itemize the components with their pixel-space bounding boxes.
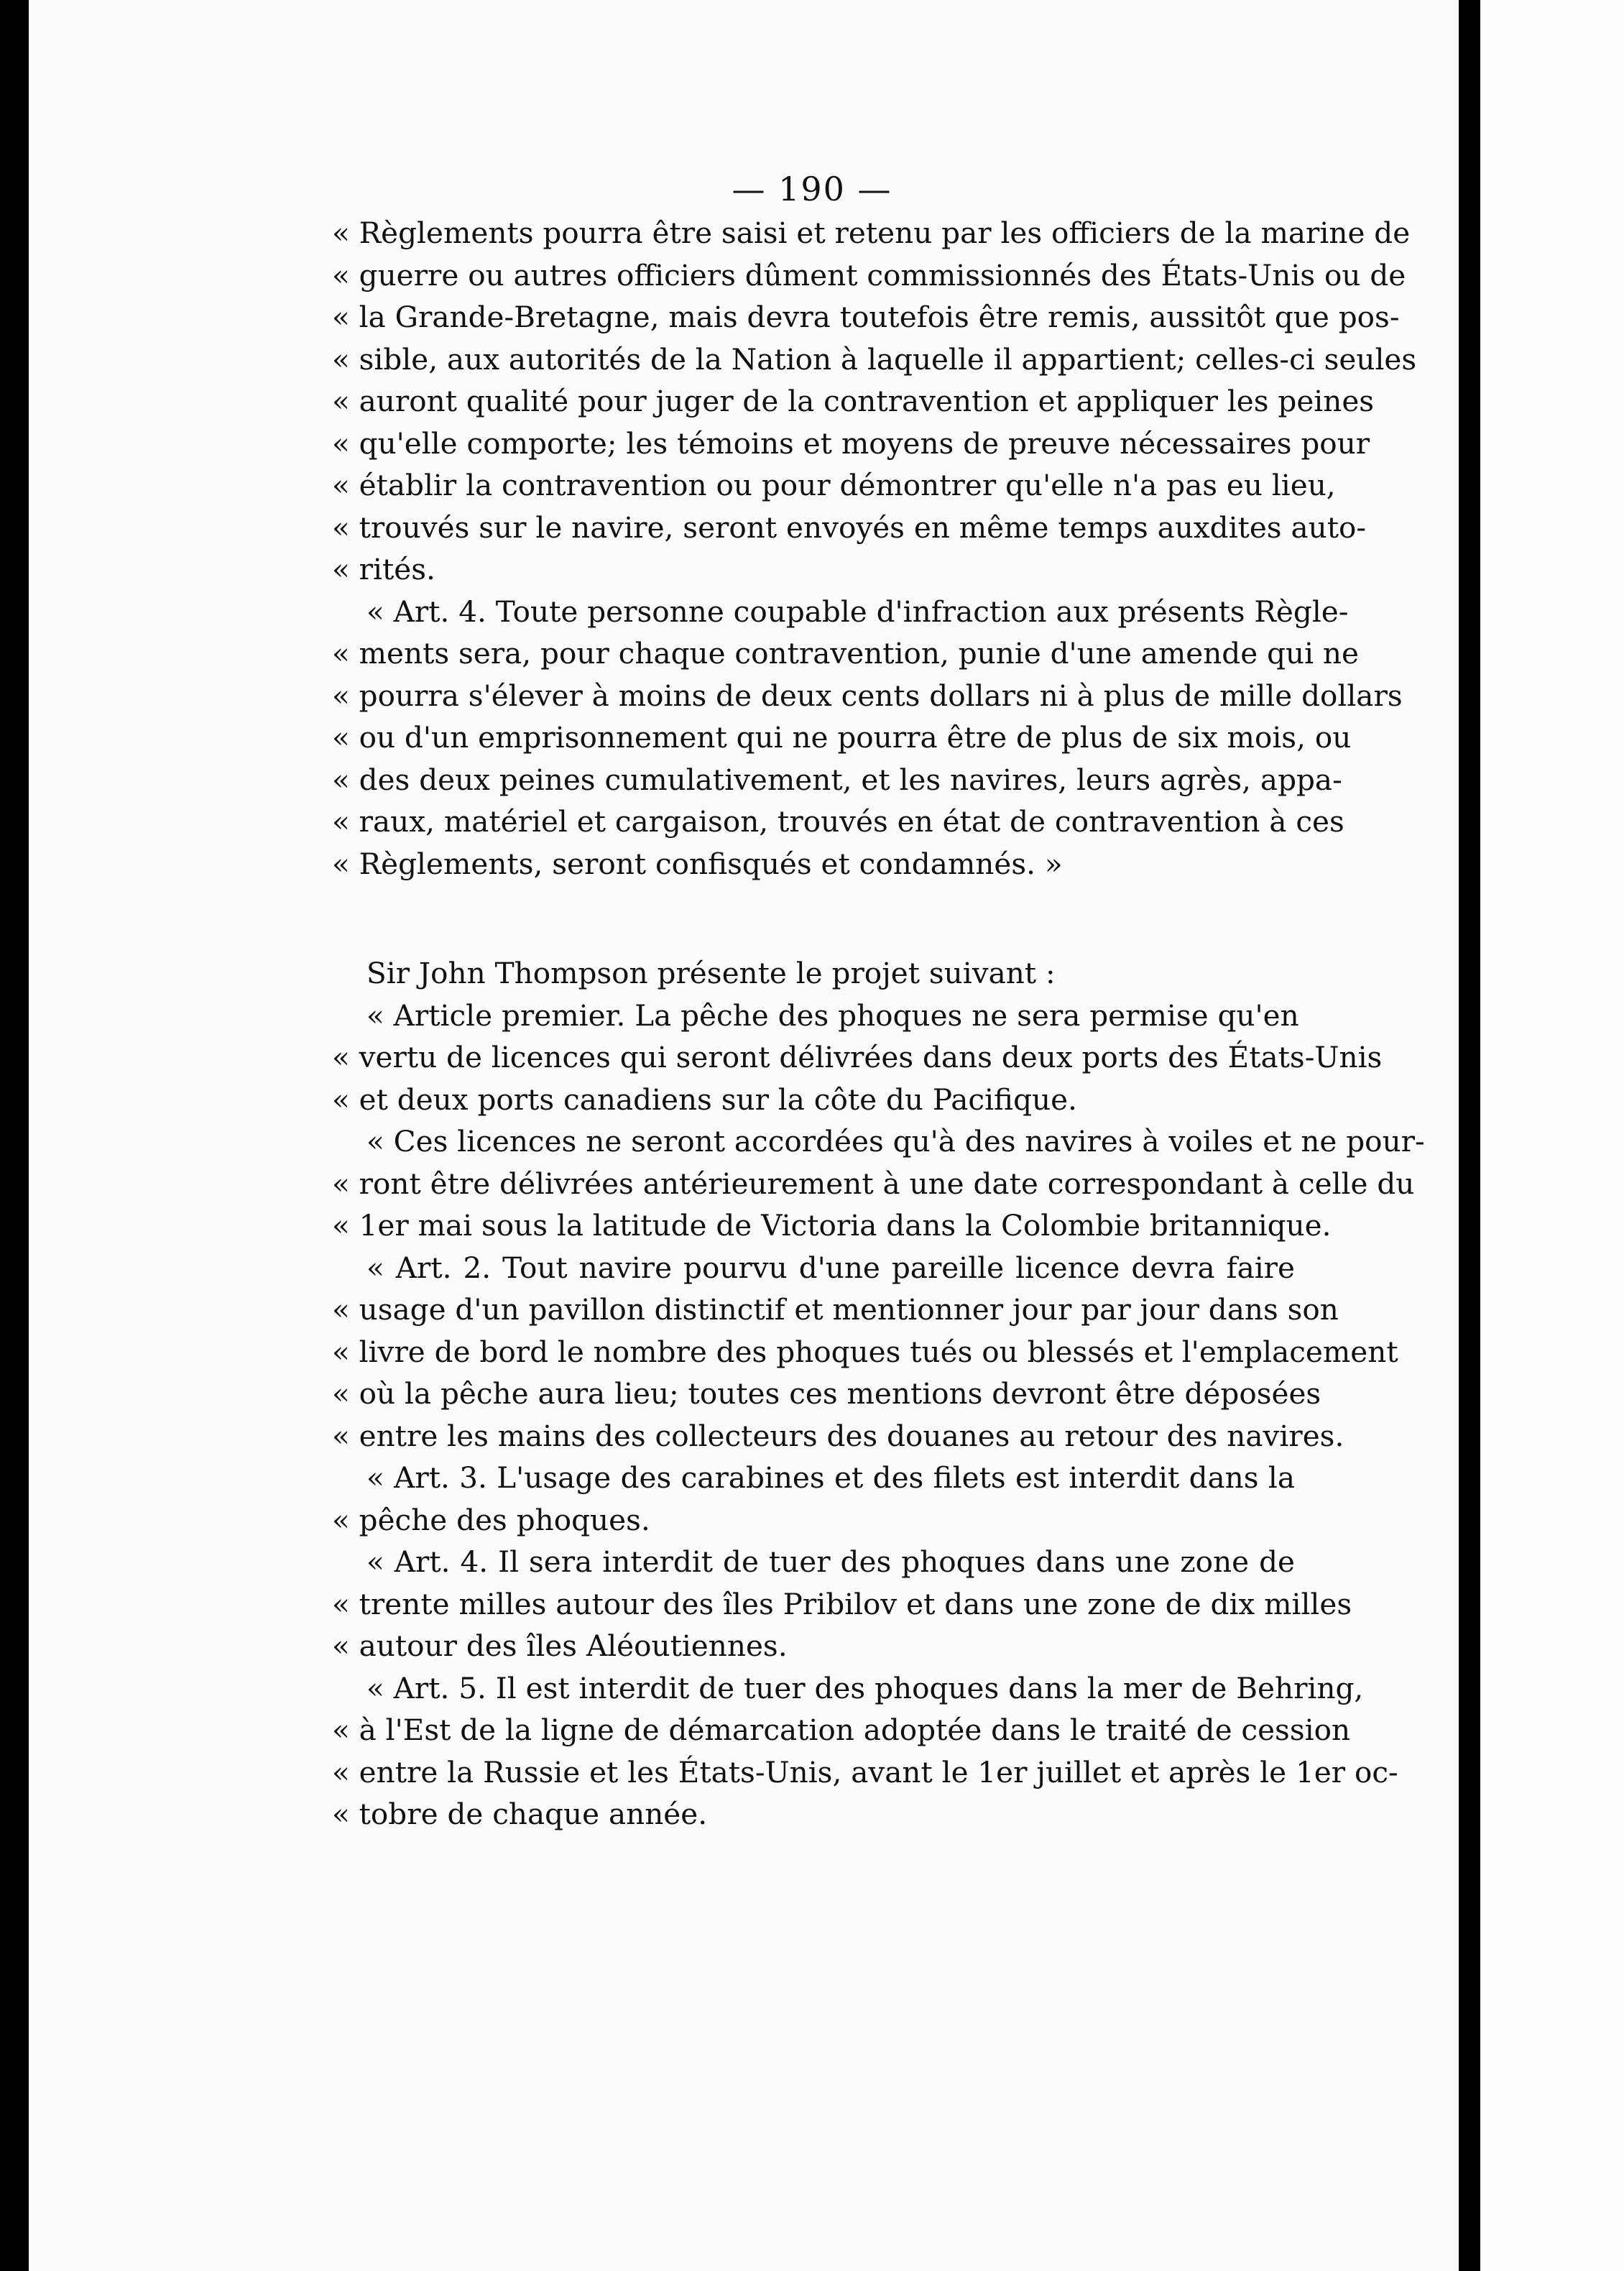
facing-page-edge [1480,0,1624,2271]
text-line: « Règlements, seront confisqués et condamnés. » [332,846,1063,881]
text-line: « Ces licences ne seront accordées qu'à des navires à voiles et ne pour- [366,1124,1425,1158]
text-line: « autour des îles Aléoutiennes. [332,1629,788,1663]
text-line: « qu'elle comporte; les témoins et moyens de preuve nécessaires pour [332,425,1370,461]
section-spacer [332,885,1295,952]
text-line: « trouvés sur le navire, seront envoyés en même temps auxdites auto- [332,510,1367,545]
text-line: « sible, aux autorités de la Nation à laquelle il appartient; celles-ci seules [332,341,1417,377]
article-5-heading-line: « Art. 5. Il est interdit de tuer des phoques dans la mer de Behring, [366,1670,1364,1705]
book-gutter [1459,0,1480,2271]
article-4-heading-line: « Art. 4. Toute personne coupable d'infraction aux présents Règle- [366,594,1349,629]
text-line: « entre la Russie et les États-Unis, avant le 1er juillet et après le 1er oc- [332,1754,1398,1789]
text-line: « ments sera, pour chaque contravention, punie d'une amende qui ne [332,636,1359,671]
text-line: « établir la contravention ou pour démontrer qu'elle n'a pas eu lieu, [332,468,1336,502]
article-3-heading-line: « Art. 3. L'usage des carabines et des filets est interdit dans la [366,1460,1295,1495]
text-line: « livre de bord le nombre des phoques tués ou blessés et l'emplacement [332,1334,1398,1369]
page-body [332,212,1425,1835]
proposal-intro: Sir John Thompson présente le projet suivant : [366,956,1056,990]
text-line: « rités. [332,552,435,586]
text-line: « entre les mains des collecteurs des douanes au retour des navires. [332,1418,1344,1453]
text-line: « guerre ou autres officiers dûment commissionnés des États-Unis ou de [332,257,1406,292]
text-line: « pourra s'élever à moins de deux cents dollars ni à plus de mille dollars [332,678,1403,713]
text-line: « raux, matériel et cargaison, trouvés en état de contravention à ces [332,804,1344,839]
text-line: « la Grande-Bretagne, mais devra toutefois être remis, aussitôt que pos- [332,300,1400,334]
text-line: « Règlements pourra être saisi et retenu par les officiers de la marine de [332,216,1411,250]
page-number: — 190 — [732,170,892,208]
text-line: « usage d'un pavillon distinctif et mentionner jour par jour dans son [332,1292,1339,1327]
text-line: « à l'Est de la ligne de démarcation adoptée dans le traité de cession [332,1713,1351,1747]
text-line: « trente milles autour des îles Pribilov et dans une zone de dix milles [332,1586,1352,1621]
text-line: « ront être délivrées antérieurement à une date correspondant à celle du [332,1166,1415,1201]
text-line: « tobre de chaque année. [332,1797,708,1831]
article-2-heading-line: « Art. 2. Tout navire pourvu d'une pareille licence devra faire [366,1250,1295,1285]
text-line: « ou d'un emprisonnement qui ne pourra être de plus de six mois, ou [332,720,1352,755]
article-4b-heading-line: « Art. 4. Il sera interdit de tuer des phoques dans une zone de [366,1544,1295,1579]
text-line: « vertu de licences qui seront délivrées dans deux ports des États-Unis [332,1040,1383,1074]
text-line: « 1er mai sous la latitude de Victoria dans la Colombie britannique. [332,1208,1332,1243]
text-line: « auront qualité pour juger de la contravention et appliquer les peines [332,384,1375,418]
text-line: « et deux ports canadiens sur la côte du Pacifique. [332,1082,1077,1117]
article-premier-heading-line: « Article premier. La pêche des phoques ne sera permise qu'en [366,998,1299,1033]
text-line: « des deux peines cumulativement, et les navires, leurs agrès, appa- [332,762,1342,797]
text-line: « pêche des phoques. [332,1502,650,1537]
text-line: « où la pêche aura lieu; toutes ces mentions devront être déposées [332,1376,1321,1411]
